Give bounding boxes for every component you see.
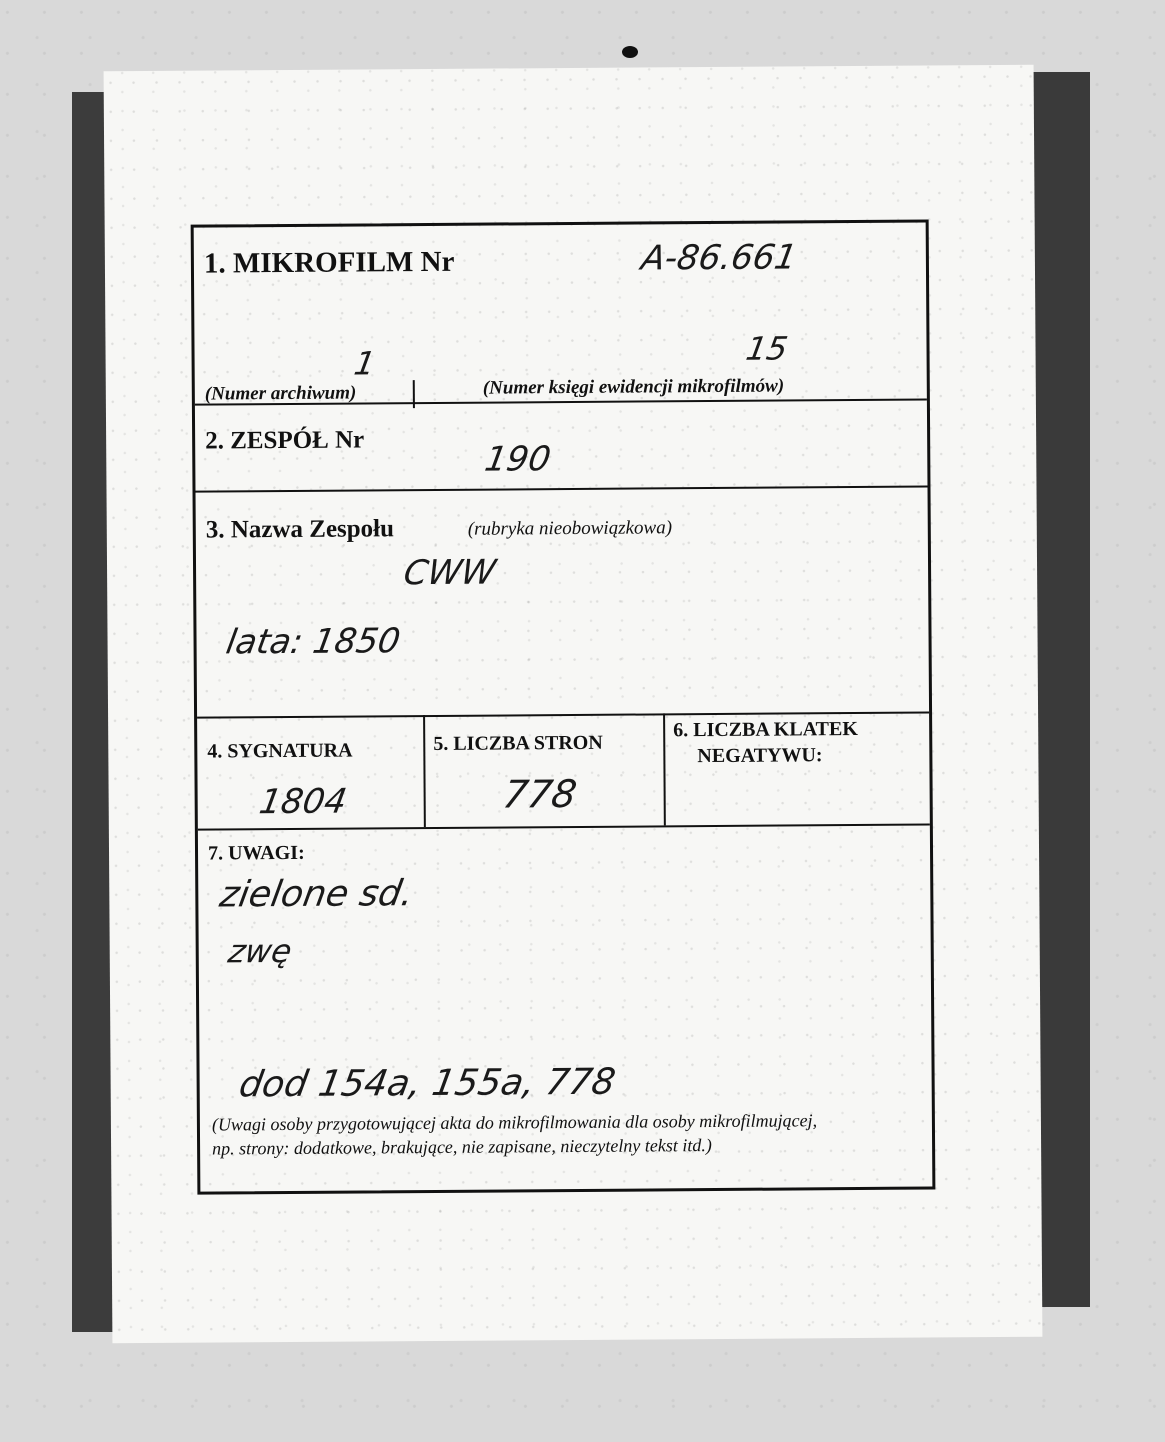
field-signature-row [197,712,930,831]
field-microfilm [194,223,927,406]
microfilm-value: A-86.661 [638,237,800,279]
remarks-instructions-2: np. strony: dodatkowe, brakujące, nie zapisane, nieczytelny tekst itd.) [212,1135,712,1159]
signature-label: 4. SYGNATURA [207,739,353,763]
pin-mark [622,46,638,58]
fonds-years-value: lata: 1850 [223,621,404,663]
signature-value: 1804 [256,781,350,823]
card-form [191,220,936,1195]
column-divider-2 [663,713,666,825]
microfilm-card [104,65,1043,1343]
fonds-name-value: CWW [400,552,499,594]
remarks-instructions-1: (Uwagi osoby przygotowującej akta do mikrofilmowania dla osoby mikrofilmującej, [211,1110,818,1135]
frame-count-label-2: NEGATYWU: [697,744,823,768]
field-fonds-number [195,399,928,493]
fonds-name-optional-note: (rubryka nieobowiązkowa) [467,517,673,540]
page-count-label: 5. LICZBA STRON [433,731,603,755]
fonds-number-value: 190 [481,439,554,480]
register-caption: (Numer księgi ewidencji mikrofilmów) [482,375,785,399]
remarks-handwritten-3: dod 154a, 155a, 778 [236,1061,619,1106]
field-remarks [198,824,933,1192]
field-fonds-name [196,486,930,719]
register-number-value: 15 [743,329,791,368]
remarks-handwritten-2: zwę [225,931,295,971]
archive-number-value: 1 [351,344,379,383]
archive-number-caption: (Numer archiwum) [204,382,357,405]
page-count-value: 778 [499,771,580,817]
frame-count-label-1: 6. LICZBA KLATEK [673,718,858,742]
column-divider-1 [423,715,426,827]
remarks-label: 7. UWAGI: [207,841,305,865]
remarks-handwritten-1: zielone sd. [216,873,417,916]
fonds-name-label: 3. Nazwa Zespołu [205,515,395,544]
fonds-number-label: 2. ZESPÓŁ Nr [205,426,365,455]
microfilm-label: 1. MIKROFILM Nr [203,245,455,280]
